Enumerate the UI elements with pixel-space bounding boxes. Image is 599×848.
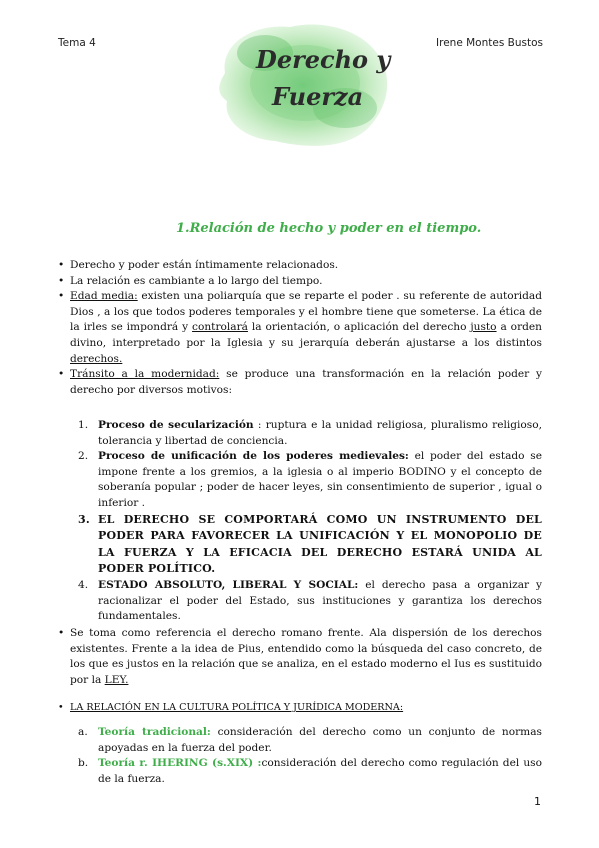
list-item (58, 289, 542, 367)
list-item-text: consideración del derecho como regulación del uso de la fuerza. (98, 757, 542, 785)
list-item-heading: Proceso de unificación de los poderes medievales: (98, 450, 409, 463)
list-item-heading: Teoría r. IHERING (s.XIX) : (98, 757, 262, 770)
subsection-bullet (58, 700, 542, 716)
list-item-text: el derecho pasa a organizar y racionalizar el poder del Estado, sus instituciones y garantiza los derechos fundamentales. (98, 578, 542, 623)
list-item (58, 626, 542, 688)
list-item (78, 578, 542, 625)
list-item (78, 449, 542, 511)
list-item-text: el poder del estado se impone frente a los gremios, a la iglesia o al imperio BODINO y el concepto de soberanía popular ; poder de hacer leyes, sin consentimiento de superior , igual o inferior . (98, 450, 542, 509)
document-title-line1: Derecho y (256, 45, 391, 74)
subsection-heading: LA RELACIÓN EN LA CULTURA POLÍTICA Y JURÍDICA MODERNA: (70, 702, 404, 713)
list-item-heading: Proceso de secularización (98, 419, 254, 431)
list-letter: b. (78, 757, 89, 770)
list-number: 4. (78, 578, 89, 591)
list-item (58, 258, 542, 274)
list-item-text: La relación es cambiante a lo largo del tiempo. (70, 274, 323, 287)
header-topic: Tema 4 (58, 37, 96, 49)
list-item-label: Tránsito a la modernidad: (70, 368, 220, 381)
underlined-word: justo (470, 321, 497, 334)
list-item-heading: ESTADO ABSOLUTO, LIBERAL Y SOCIAL: (98, 578, 359, 591)
list-item-text: Se toma como referencia el derecho romano frente. Ala dispersión de los derechos existentes. Frente a la idea de Pius, entendido como la búsqueda del caso concreto, de los que es justos en la relación que se analiza, en el estado moderno el Ius es sustituido por la (70, 627, 542, 686)
underlined-word: controlará (192, 321, 248, 334)
list-item (78, 418, 542, 449)
bullet-list-mid (58, 626, 542, 688)
document-title-line2: Fuerza (272, 82, 364, 111)
list-item (58, 700, 542, 716)
list-item-text: la orientación, o aplicación del derecho (247, 321, 471, 334)
list-item (78, 725, 542, 756)
list-item (78, 512, 542, 578)
underlined-word: derechos. (70, 352, 123, 365)
page-number: 1 (534, 795, 541, 808)
list-number: 3. (78, 512, 90, 526)
section-title: 1.Relación de hecho y poder en el tiempo. (176, 221, 482, 236)
lettered-list (78, 725, 542, 787)
list-item-text: existen una poliarquía que se reparte el poder . su referente de autoridad Dios , a los que todos poderes temporales y el hombre tiene que someterse. La ética de la irles se impondrá y (70, 290, 542, 334)
underlined-word: LEY. (104, 673, 129, 686)
list-item (58, 367, 542, 398)
list-item-heading: Teoría tradicional: (98, 726, 211, 738)
list-item-text: se produce una transformación en la relación poder y derecho por diversos motivos: (70, 368, 542, 396)
list-item-heading: EL DERECHO SE COMPORTARÁ COMO UN INSTRUMENTO DEL PODER PARA FAVORECER LA UNIFICACIÓN Y EL MONOPOLIO DE LA FUERZA Y LA EFICACIA DEL DERECHO ESTARÁ UNIDA AL PODER POLÍTICO. (98, 512, 542, 576)
list-item-text: Derecho y poder están íntimamente relacionados. (70, 259, 339, 271)
list-item (78, 756, 542, 787)
numbered-list (78, 418, 542, 625)
bullet-list-top (58, 258, 542, 398)
list-letter: a. (78, 726, 88, 738)
list-number: 2. (78, 450, 89, 463)
header-author: Irene Montes Bustos (436, 37, 543, 49)
list-item-label: Edad media: (70, 290, 138, 303)
list-item (58, 274, 542, 290)
list-item-text: a orden divino, interpretado por la Iglesia y su jerarquía deberán ajustarse a los distintos (70, 321, 543, 349)
list-item-text: consideración del derecho como un conjunto de normas apoyadas en la fuerza del poder. (98, 726, 542, 754)
list-item-text: : ruptura e la unidad religiosa, pluralismo religioso, tolerancia y libertad de conciencia. (98, 419, 542, 447)
list-number: 1. (78, 419, 89, 431)
